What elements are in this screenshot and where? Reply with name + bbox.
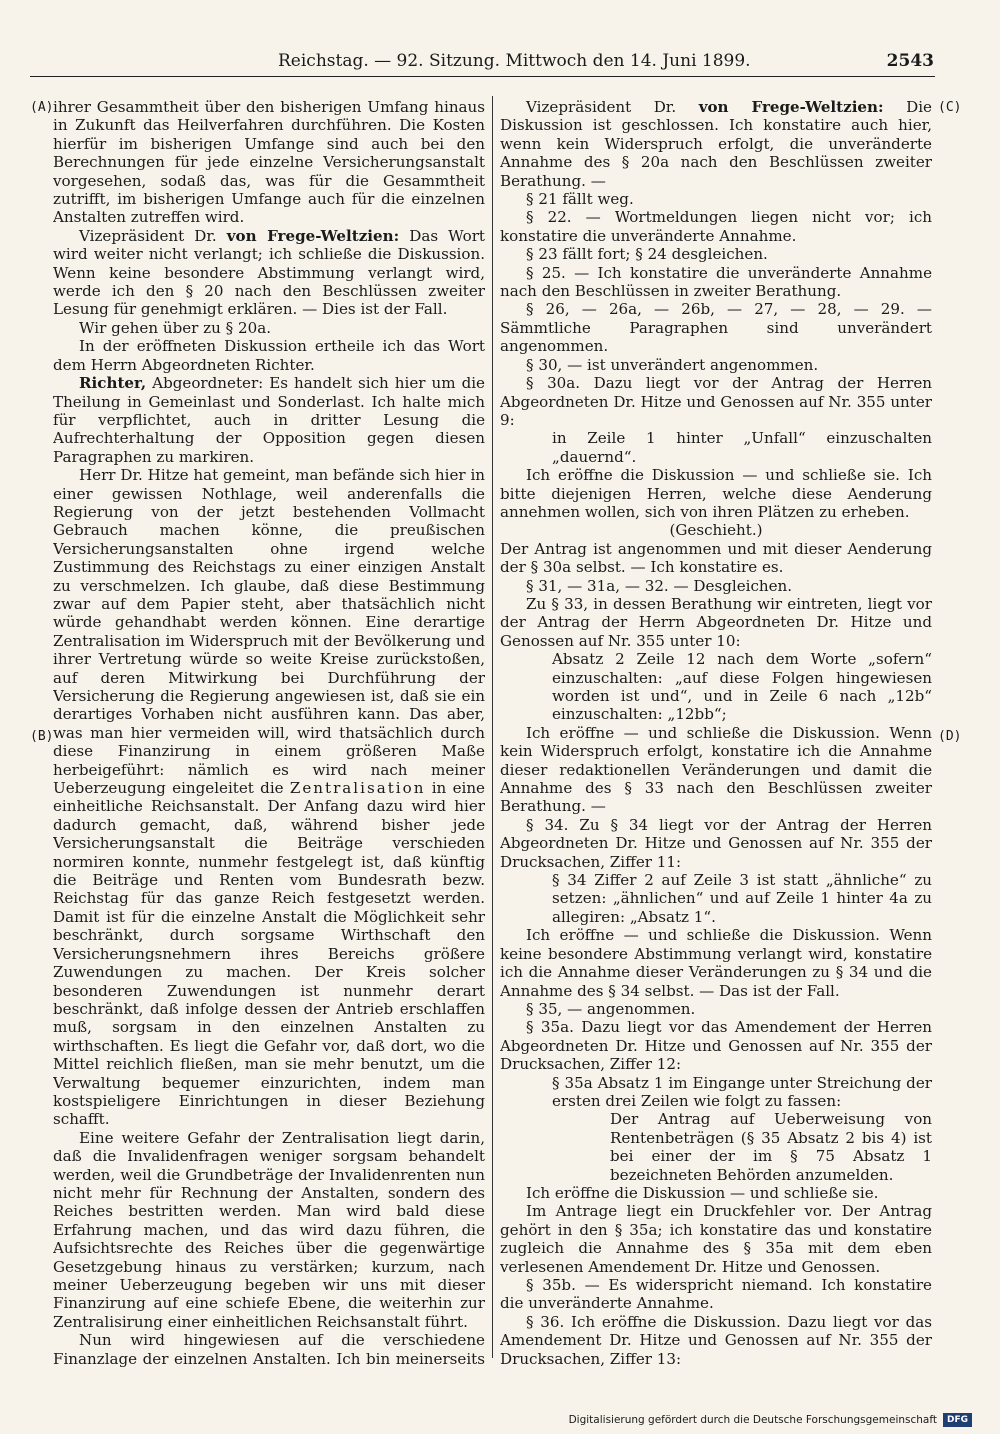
paragraph: Im Antrage liegt ein Druckfehler vor. Der Antrag gehört in den § 35a; ich konstatire das und konstatire zugleich die Annahme des § 35a mit dem eben verlesenen Amendement Dr. Hitze und Genossen. [500,1202,932,1276]
paragraph: § 25. — Ich konstatire die unveränderte Annahme nach den Beschlüssen in zweiter Berathung. [500,263,932,301]
speech-text: in eine einheitliche Reichsanstalt. Der Anfang dazu wird hier dadurch gemacht, daß, während bisher jede Versicherungsanstalt die Beiträge verschieden normiren konnte, nunmehr festgelegt ist, daß künftig die Beiträge und Renten vom Bundesrath bezw. Reichstag für das ganze Reich festgesetzt werden. Damit ist für die einzelne Anstalt die Möglichkeit sehr beschränkt, durch sorgsame Wirthschaft den Versicherungsnehmern ihres Bereichs größere Zuwendungen zu machen. Der Kreis solcher besonderen Zuwendungen ist nunmehr derart beschränkt, daß infolge dessen der Antrieb erschlaffen muß, sorgsam in den einzelnen Anstalten zu wirthschaften. Es liegt die Gefahr vor, daß dort, wo die Mittel reichlich fließen, man sie mehr benutzt, um die Verwaltung bequemer einzurichten, indem man kostspieligere Einrichtungen in dieser Beziehung schafft. [53,779,485,1129]
paragraph: § 22. — Wortmeldungen liegen nicht vor; ich konstatire die unveränderte Annahme. [500,208,932,245]
speaker-name: Richter, [79,374,147,393]
margin-marker-c: (C) [938,100,962,115]
speech-text: Abgeordneter: Es handelt sich hier um die Theilung in Gemeinlast und Sonderlast. Ich halte mich für verpflichtet, auch in dritter Lesung die Aufrechterhaltung der Opposition gegen diesen Paragraphen zu markiren. [53,374,485,466]
speech-text: Das Wort wird weiter nicht verlangt; ich schließe die Diskussion. Wenn keine besondere Abstimmung verlangt wird, werde ich den § 20 nach den Beschlüssen zweiter Lesung für genehmigt erklären. — Dies ist der Fall. [53,226,485,319]
credit-text: Digitalisierung gefördert durch die Deutsche Forschungsgemeinschaft [568,1414,937,1426]
paragraph: § 26, — 26a, — 26b, — 27, — 28, — 29. — Sämmtliche Paragraphen sind unverändert angenommen. [500,300,932,356]
quoted-amendment: Absatz 2 Zeile 12 nach dem Worte „sofern“ einzuschalten: „auf diese Folgen hingewiesen worden ist und“, und in Zeile 6 nach „12b“ einzuschalten: „12bb“; [552,650,932,724]
paragraph: § 36. Ich eröffne die Diskussion. Dazu liegt vor das Amendement Dr. Hitze und Genossen auf Nr. 355 der Drucksachen, Ziffer 13: [500,1312,932,1368]
left-column [53,98,485,1368]
page-header [0,50,1000,72]
quoted-amendment-text: Der Antrag auf Ueberweisung von Rentenbeträgen (§ 35 Absatz 2 bis 4) ist bei einer der im § 75 Absatz 1 bezeichneten Behörden anzumelden. [610,1110,932,1184]
quoted-amendment: § 35a Absatz 1 im Eingange unter Streichung der ersten drei Zeilen wie folgt zu fassen: [552,1073,932,1110]
dfg-logo-icon: DFG [943,1413,972,1427]
paragraph: Zu § 33, in dessen Berathung wir eintreten, liegt vor der Antrag der Herrn Abgeordneten Dr. Hitze und Genossen auf Nr. 355 unter 10: [500,594,932,650]
speaker-title: Vizepräsident Dr. [79,226,217,245]
stage-direction: (Geschieht.) [669,521,763,540]
paragraph: § 30, — ist unverändert angenommen. [526,355,819,374]
column-divider [492,96,493,1358]
paragraph [53,466,485,1129]
paragraph: Nun wird hingewiesen auf die verschiedene Finanzlage der einzelnen Anstalten. Ich bin meinerseits [53,1331,485,1368]
paragraph [53,227,485,319]
paragraph: In der eröffneten Diskussion ertheile ich das Wort dem Herrn Abgeordneten Richter. [53,337,485,374]
paragraph: Der Antrag ist angenommen und mit dieser Aenderung der § 30a selbst. — Ich konstatire es. [500,539,932,577]
quoted-amendment: § 34 Ziffer 2 auf Zeile 3 ist statt „ähnliche“ zu setzen: „ähnlichen“ und auf Zeile 1 hinter 4a zu allegiren: „Absatz 1“. [552,871,932,926]
paragraph: § 35a. Dazu liegt vor das Amendement der Herren Abgeordneten Dr. Hitze und Genossen auf Nr. 355 der Drucksachen, Ziffer 12: [500,1018,932,1074]
paragraph: Ich eröffne — und schließe die Diskussion. Wenn keine besondere Abstimmung verlangt wird, konstatire ich die Annahme dieser Veränderungen zu § 34 und die Annahme des § 34 selbst. — Das ist der Fall. [500,926,932,1000]
paragraph: Ich eröffne — und schließe die Diskussion. Wenn kein Widerspruch erfolgt, konstatire ich die Annahme dieser redaktionellen Veränderungen und damit die Annahme des § 33 nach den Beschlüssen zweiter Berathung. — [500,723,932,816]
margin-marker-b: (B) [30,729,54,744]
paragraph [500,98,932,190]
paragraph: § 31, — 31a, — 32. — Desgleichen. [526,576,793,595]
paragraph: § 21 fällt weg. [526,190,634,209]
paragraph: ihrer Gesammtheit über den bisherigen Umfang hinaus in Zukunft das Heilverfahren durchführen. Die Kosten hierfür im bisherigen Umfange sind auch bei den Berechnungen für jede einzelne Versicherungsanstalt vorgesehen, sodaß das, was für die Gesammtheit zutrifft, im bisherigen Umfange auch für die einzelnen Anstalten zutreffen wird. [53,98,485,227]
paragraph: Ich eröffne die Diskussion — und schließe sie. Ich bitte diejenigen Herren, welche diese Aenderung annehmen wollen, sich von ihren Plätzen zu erheben. [500,466,932,521]
page-number: 2543 [886,51,934,71]
quoted-amendment: in Zeile 1 hinter „Unfall“ einzuschalten „dauernd“. [552,429,932,466]
header-rule [30,76,935,77]
speaker-name: von Frege-Weltzien: [698,98,884,116]
paragraph: Eine weitere Gefahr der Zentralisation liegt darin, daß die Invalidenfragen weniger sorgsam behandelt werden, weil die Grundbeträge der Invalidenrenten nun nicht mehr für Rechnung der Anstalten, sondern des Reiches bestritten werden. Man wird bald diese Erfahrung machen, und das wird dazu führen, die Aufsichtsrechte des Reiches über die gegenwärtige Gesetzgebung hinaus zu verstärken; kurzum, nach meiner Ueberzeugung begeben wir uns mit dieser Finanzirung auf eine schiefe Ebene, die weiterhin zur Zentralisirung einer einheitlichen Reichsanstalt führt. [53,1128,485,1331]
speaker-title: Vizepräsident Dr. [526,98,677,116]
right-column [500,98,932,1368]
paragraph: Wir gehen über zu § 20a. [79,318,272,337]
paragraph: § 30a. Dazu liegt vor der Antrag der Herren Abgeordneten Dr. Hitze und Genossen auf Nr. 355 unter 9: [500,374,932,429]
paragraph: Ich eröffne die Diskussion — und schließe sie. [526,1183,879,1202]
speech-text: Herr Dr. Hitze hat gemeint, man befände sich hier in einer gewissen Nothlage, weil anderenfalls die Regierung von der jetzt bestehenden Vollmacht Gebrauch machen könne, die preußischen Versicherungsanstalten ohne irgend welche Zustimmung des Reichstags zu einer einzigen Anstalt zu verschmelzen. Ich glaube, daß diese Bestimmung zwar auf dem Papier steht, aber thatsächlich nicht würde gehandhabt werden können. Eine derartige Zentralisation im Widerspruch mit der Bevölkerung und ihrer Vertretung würde so weite Kreise zurückstoßen, auf deren Mitwirkung bei Durchführung der Versicherung die Regierung angewiesen ist, daß sie ein derartiges Vorhaben nicht ausführen kann. Das aber, was man hier vermeiden will, wird thatsächlich durch diese Finanzirung in einem größeren Maße herbeigeführt: nämlich es wird nach meiner Ueberzeugung eingeleitet die [53,466,485,798]
page-title: Reichstag. — 92. Sitzung. Mittwoch den 14. Juni 1899. [278,51,751,71]
digitization-credit [569,1412,972,1428]
paragraph [53,374,485,466]
paragraph: § 34. Zu § 34 liegt vor der Antrag der Herren Abgeordneten Dr. Hitze und Genossen auf Nr. 355 der Drucksachen, Ziffer 11: [500,815,932,871]
paragraph: § 23 fällt fort; § 24 desgleichen. [526,245,768,264]
speaker-name: von Frege-Weltzien: [226,226,400,245]
margin-marker-a: (A) [30,100,54,115]
speech-text: Die Diskussion ist geschlossen. Ich konstatire auch hier, wenn kein Widerspruch erfolgt, die unveränderte Annahme des § 20a nach den Beschlüssen zweiter Berathung. — [500,98,932,190]
paragraph: § 35, — angenommen. [526,999,696,1018]
margin-marker-d: (D) [938,729,962,744]
paragraph: § 35b. — Es widerspricht niemand. Ich konstatire die unveränderte Annahme. [500,1276,932,1313]
spaced-emphasis: Zentralisation [289,779,426,798]
